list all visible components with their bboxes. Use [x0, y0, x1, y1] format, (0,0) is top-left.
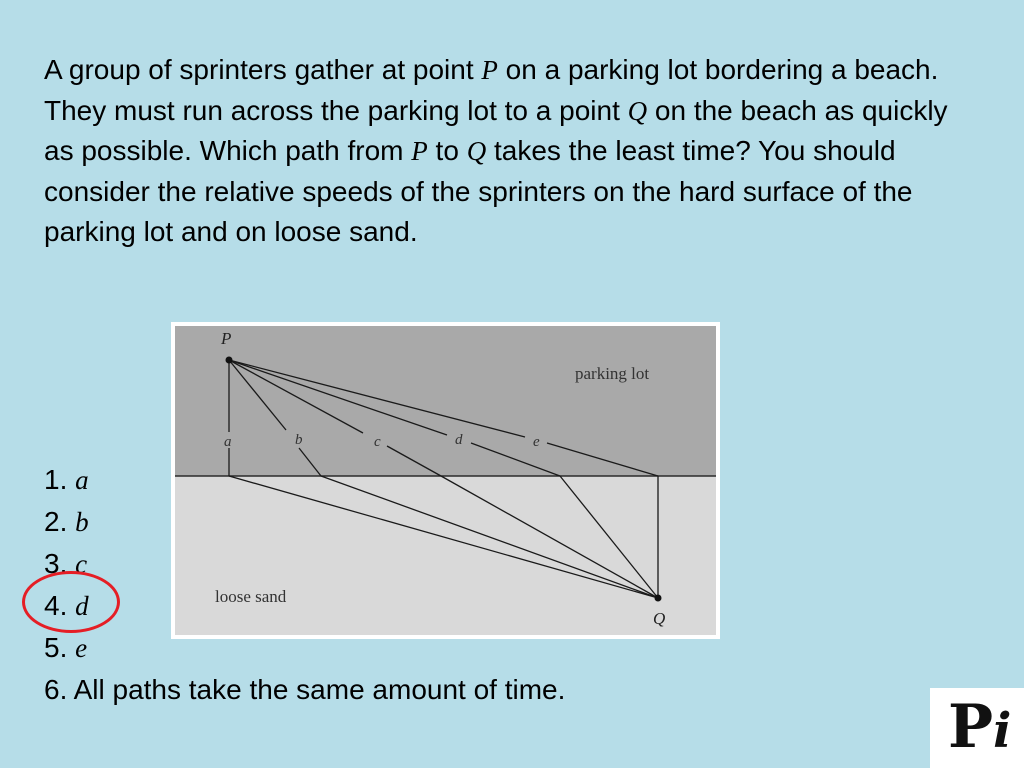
option-4[interactable] [44, 585, 565, 627]
path-label-e: e [533, 434, 540, 450]
option-label: d [75, 591, 89, 621]
option-label: b [75, 507, 89, 537]
point-p-dot [226, 357, 233, 364]
parking-lot-region [175, 326, 716, 476]
logo-mark [948, 692, 1011, 766]
logo-letter-i: i [993, 703, 1012, 759]
option-6[interactable] [44, 669, 565, 710]
question-text [44, 50, 974, 253]
point-p-label: P [221, 329, 232, 348]
option-number: 6. [44, 674, 74, 705]
option-5[interactable] [44, 627, 565, 669]
option-2[interactable] [44, 501, 565, 543]
point-q-dot [655, 595, 662, 602]
path-label-a: a [224, 434, 232, 450]
variable-p: P [481, 55, 498, 85]
variable-q: Q [466, 136, 487, 167]
question-part: on the beach as quickly as possible. Which path from [44, 94, 948, 167]
question-part: to [427, 135, 467, 167]
option-label: a [75, 465, 89, 495]
option-1[interactable] [44, 459, 565, 501]
option-text: All paths take the same amount of time. [73, 674, 566, 705]
option-number: 1. [44, 464, 76, 495]
option-label: e [75, 633, 88, 663]
logo [930, 688, 1024, 768]
answer-highlight-circle [22, 571, 120, 633]
variable-p: P [411, 136, 428, 167]
answer-options [44, 459, 565, 710]
option-3[interactable] [44, 543, 565, 585]
variable-q: Q [627, 95, 648, 126]
option-number: 5. [44, 632, 76, 663]
parking-lot-label: parking lot [575, 364, 650, 383]
question-part: takes the least time? You should consider the relative speeds of the sprinters on the hard surface of the parking lot and on loose sand. [44, 135, 913, 248]
path-label-d: d [455, 432, 463, 448]
option-number: 4. [44, 590, 76, 621]
logo-letter-p: P [948, 692, 994, 762]
question-part: on a parking lot bordering a beach. They must run across the parking lot to a point [44, 54, 939, 126]
path-label-b: b [295, 432, 303, 448]
point-q-label: Q [653, 609, 666, 628]
path-label-c: c [374, 434, 381, 450]
option-number: 3. [44, 548, 76, 579]
option-number: 2. [44, 506, 76, 537]
option-label: c [75, 549, 88, 579]
loose-sand-label: loose sand [215, 587, 287, 606]
question-part: A group of sprinters gather at point [44, 54, 482, 85]
